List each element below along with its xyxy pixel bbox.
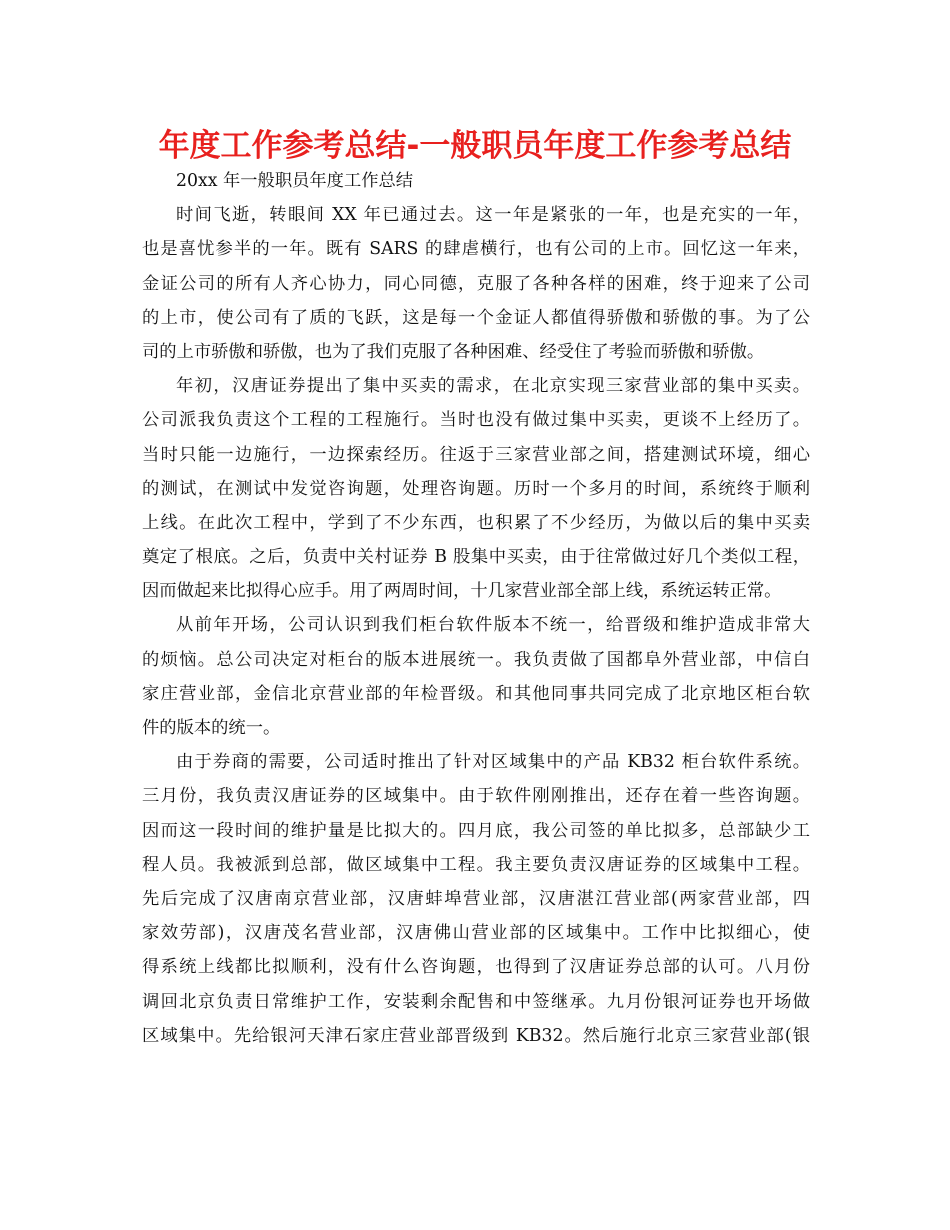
paragraph-line: 先后完成了汉唐南京营业部，汉唐蚌埠营业部，汉唐湛江营业部(两家营业部，四: [142, 888, 810, 909]
paragraph-line: 年初，汉唐证券提出了集中买卖的需求，在北京实现三家营业部的集中买卖。: [176, 376, 810, 397]
paragraph-line: 金证公司的所有人齐心协力，同心同德，克服了各种各样的困难，终于迎来了公司: [142, 273, 810, 294]
paragraph-line: 调回北京负责日常维护工作，安装剩余配售和中签继承。九月份银河证券也开场做: [142, 991, 810, 1012]
paragraph-line: 奠定了根底。之后，负责中关村证券 B 股集中买卖，由于往常做过好几个类似工程，: [142, 547, 810, 568]
paragraph-line: 时间飞逝，转眼间 XX 年已通过去。这一年是紧张的一年，也是充实的一年，: [176, 205, 810, 226]
paragraph-line: 家庄营业部，金信北京营业部的年检晋级。和其他同事共同完成了北京地区柜台软: [142, 683, 810, 704]
document-subtitle: 20xx 年一般职员年度工作总结: [176, 171, 414, 191]
document-body: [142, 164, 810, 1053]
paragraph-line: 三月份，我负责汉唐证券的区域集中。由于软件刚刚推出，还存在着一些咨询题。: [142, 786, 810, 807]
paragraph-line: 区域集中。先给银河天津石家庄营业部晋级到 KB32。然后施行北京三家营业部(银: [142, 1025, 810, 1046]
paragraph-line: 因而这一段时间的维护量是比拟大的。四月底，我公司签的单比拟多，总部缺少工: [142, 820, 810, 841]
paragraph-line: 公司派我负责这个工程的工程施行。当时也没有做过集中买卖，更谈不上经历了。: [142, 410, 810, 431]
paragraph-line: 也是喜忧参半的一年。既有 SARS 的肆虐横行，也有公司的上市。回忆这一年来，: [142, 239, 810, 260]
paragraph: [142, 369, 810, 608]
paragraph: [142, 198, 810, 369]
paragraph-line: 因而做起来比拟得心应手。用了两周时间，十几家营业部全部上线，系统运转正常。: [142, 581, 782, 602]
paragraph-line: 从前年开场，公司认识到我们柜台软件版本不统一，给晋级和维护造成非常大: [176, 615, 810, 636]
paragraph-line: 家效劳部)，汉唐茂名营业部，汉唐佛山营业部的区域集中。工作中比拟细心，使: [142, 923, 810, 944]
paragraph-line: 的烦恼。总公司决定对柜台的版本进展统一。我负责做了国都阜外营业部，中信白: [142, 649, 810, 670]
paragraph-line: 程人员。我被派到总部，做区域集中工程。我主要负责汉唐证券的区域集中工程。: [142, 854, 810, 875]
paragraph: [142, 608, 810, 745]
document-title: 年度工作参考总结-一般职员年度工作参考总结: [158, 128, 792, 164]
paragraph: [142, 745, 810, 1053]
paragraph-line: 司的上市骄傲和骄傲，也为了我们克服了各种困难、经受住了考验而骄傲和骄傲。: [142, 341, 765, 362]
paragraph-line: 当时只能一边施行，一边探索经历。往返于三家营业部之间，搭建测试环境，细心: [142, 444, 810, 465]
paragraph-container: [142, 198, 810, 1053]
paragraph-line: 由于券商的需要，公司适时推出了针对区域集中的产品 KB32 柜台软件系统。: [176, 752, 810, 773]
paragraph-line: 上线。在此次工程中，学到了不少东西，也积累了不少经历，为做以后的集中买卖: [142, 512, 810, 533]
paragraph-line: 的测试，在测试中发觉咨询题，处理咨询题。历时一个多月的时间，系统终于顺利: [142, 478, 810, 499]
paragraph-line: 的上市，使公司有了质的飞跃，这是每一个金证人都值得骄傲和骄傲的事。为了公: [142, 307, 810, 328]
paragraph-line: 件的版本的统一。: [142, 718, 281, 738]
paragraph-line: 得系统上线都比拟顺利，没有什么咨询题，也得到了汉唐证券总部的认可。八月份: [142, 957, 810, 978]
